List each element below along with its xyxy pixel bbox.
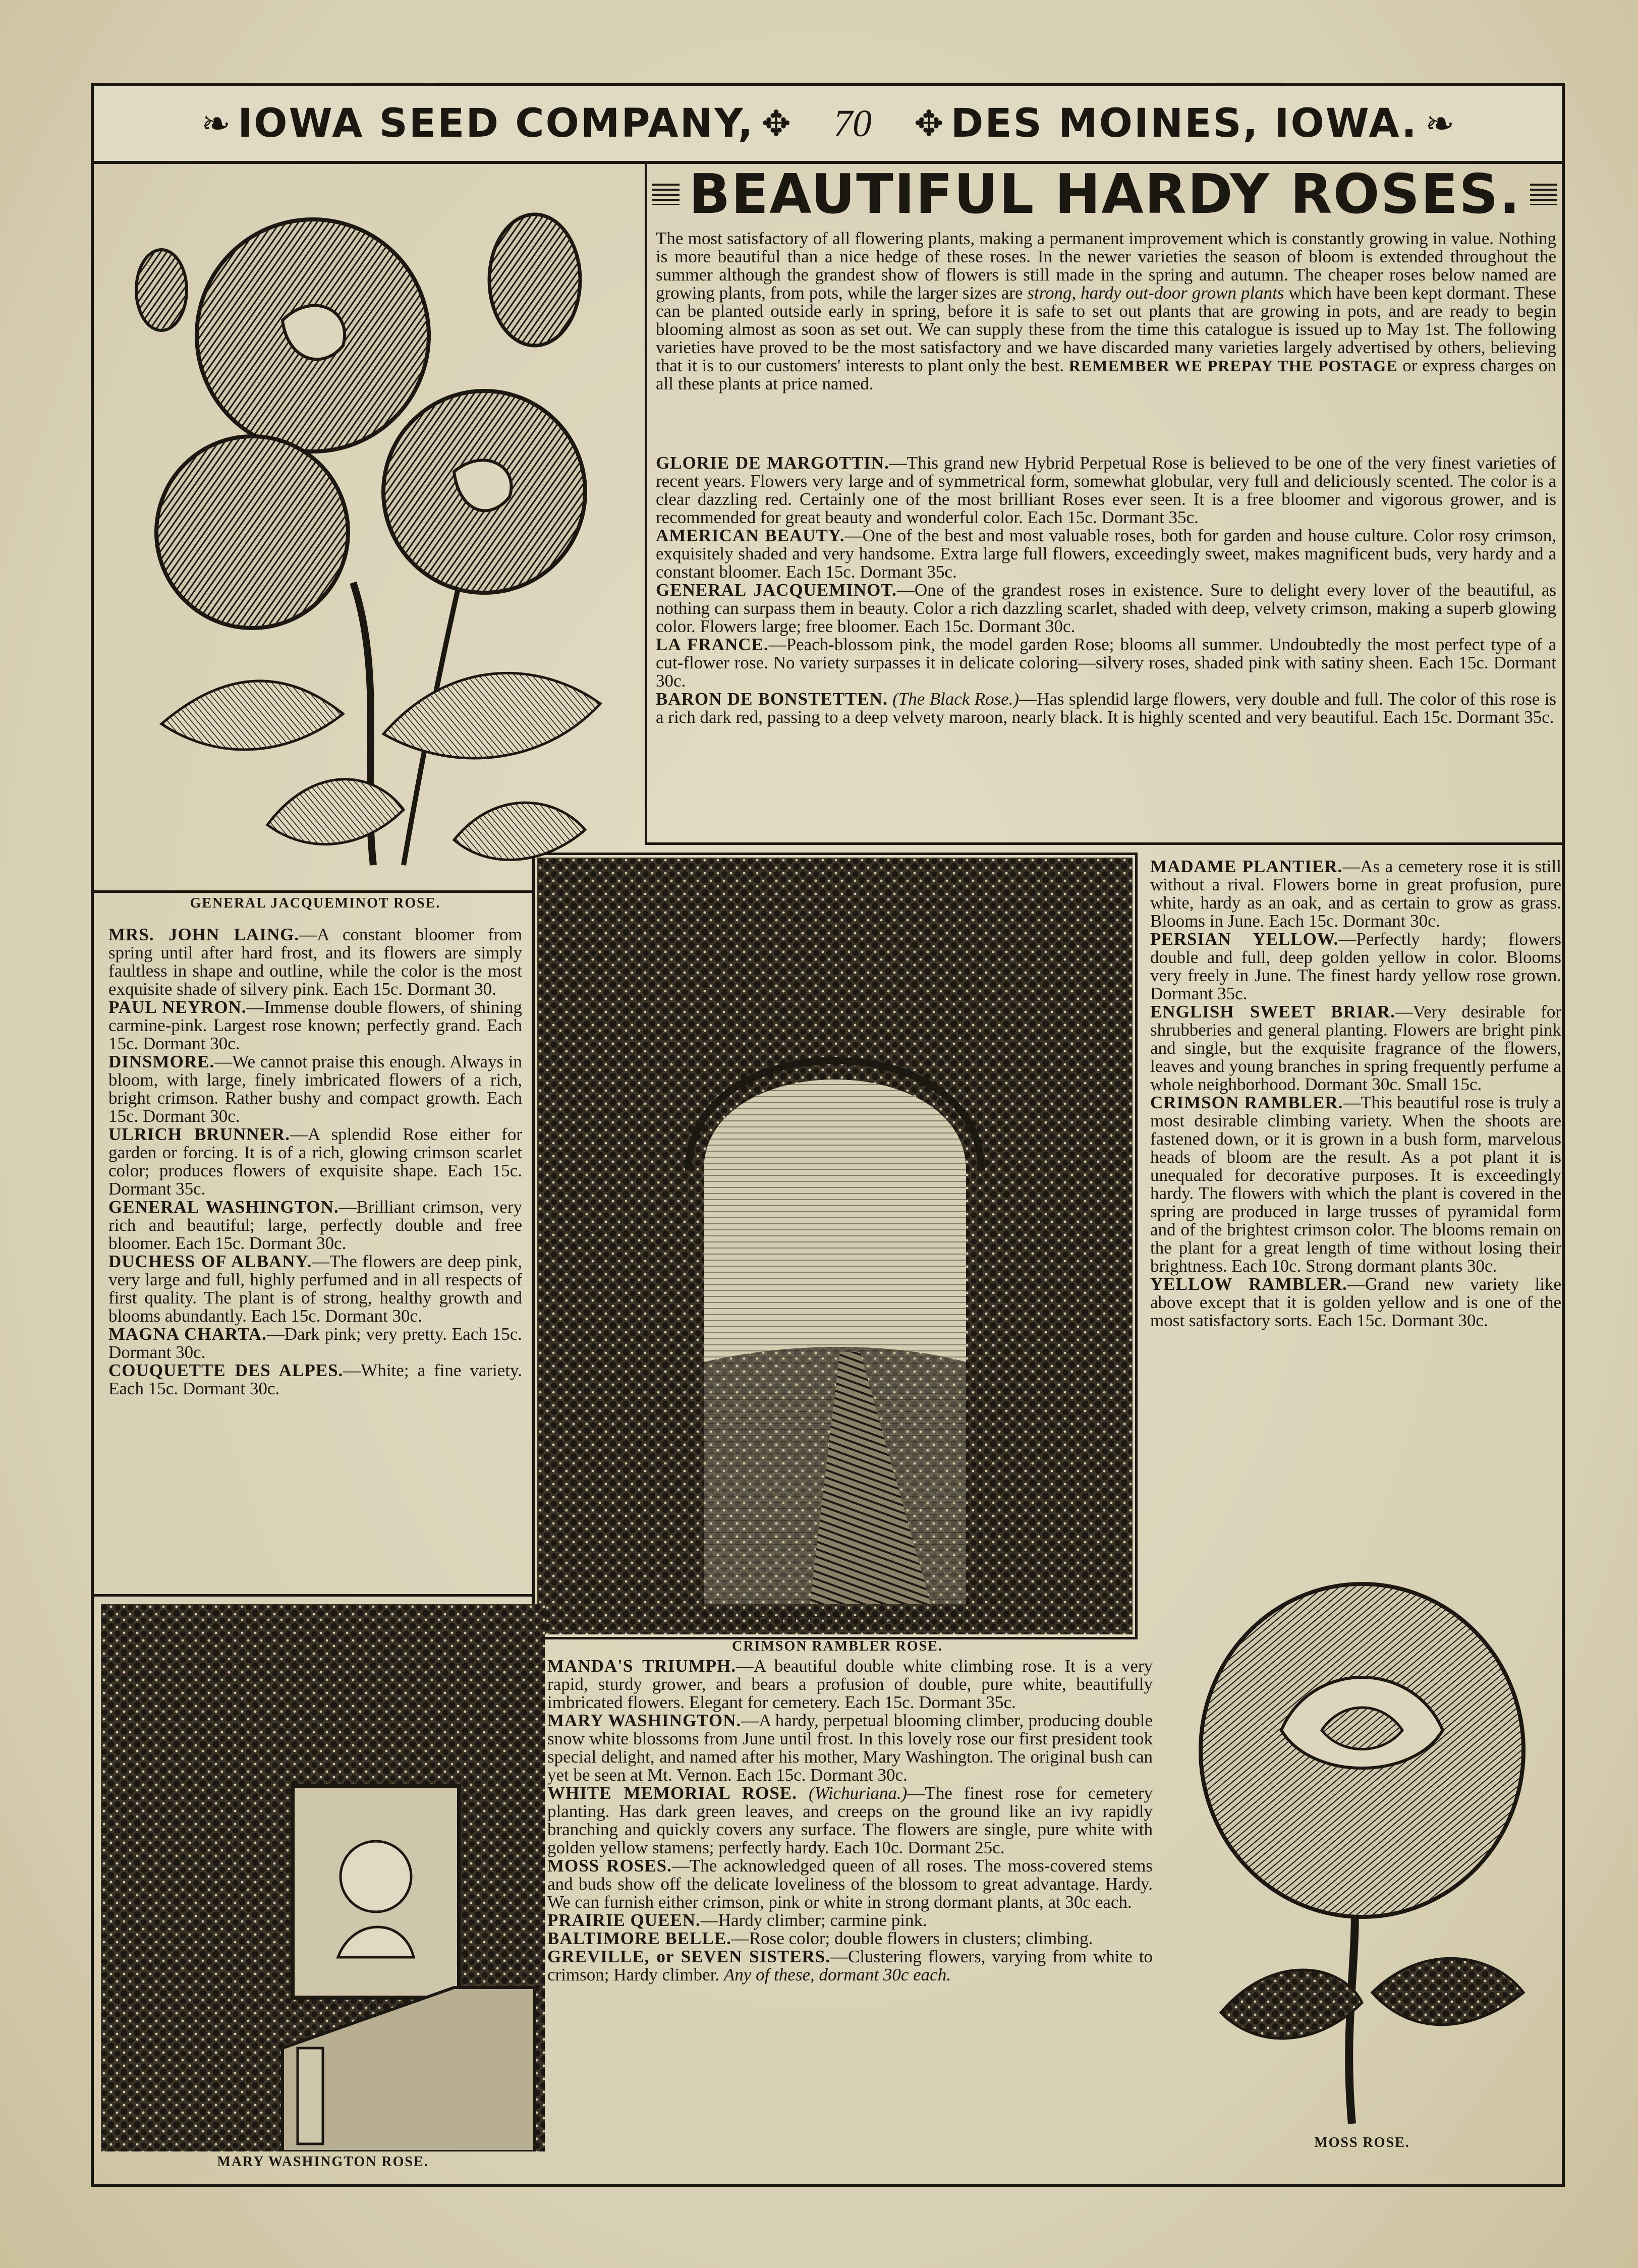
entry-general-washington: GENERAL WASHINGTON.—Brilliant crimson, very rich and beautiful; large, perfectly double and free bloomer. Each 15c. Dormant 30c. <box>108 1197 522 1253</box>
lower-entries <box>547 1657 1153 1984</box>
general-jacqueminot-rose-illustration <box>101 169 636 880</box>
entry-ulrich-brunner: ULRICH BRUNNER.—A splendid Rose either for garden or forcing. It is of a rich, glowing crimson scarlet color; produces flowers of exquisite shape. Each 15c. Dormant 35c. <box>108 1124 522 1199</box>
entry-dinsmore: DINSMORE.—We cannot praise this enough. Always in bloom, with large, finely imbricated flowers of a rich, bright crimson. Rather bushy and compact growth. Each 15c. Dormant 30c. <box>108 1052 522 1126</box>
entry-glorie-de-margottin: GLORIE DE MARGOTTIN.—This grand new Hybrid Perpetual Rose is believed to be one of the very finest varieties of recent years. Flowers very large and of symmetrical form, somewhat globular, very full and deliciously scented. The color is a clear dazzling red. Certainly one of the most brilliant Roses ever seen. It is a free bloomer and vigorous grower, and is recommended for great beauty and wonderful color. Each 15c. Dormant 35c. <box>656 453 1556 527</box>
entry-baltimore-belle: BALTIMORE BELLE.—Rose color; double flowers in clusters; climbing. <box>547 1929 1093 1948</box>
entry-mandas-triumph: MANDA'S TRIUMPH.—A beautiful double white climbing rose. It is a very rapid, sturdy grower, and bears a profusion of double, pure white, beautifully imbricated flowers. Elegant for cemetery. Each 15c. Dormant 35c. <box>547 1656 1153 1712</box>
moss-rose-caption: MOSS ROSE. <box>1314 2135 1410 2150</box>
scroll-ornament-icon: ✥ <box>761 104 791 144</box>
moss-rose-illustration <box>1160 1559 1559 2134</box>
entry-general-jacqueminot: GENERAL JACQUEMINOT.—One of the grandest roses in existence. Sure to delight every lover of the beautiful, as nothing can surpass them in beauty. Color a rich dazzling scarlet, shaded with deep, velvety crimson, making a superb glowing color. Flowers large; free bloomer. Each 15c. Dormant 30c. <box>656 580 1556 636</box>
entry-persian-yellow: PERSIAN YELLOW.—Perfectly hardy; flowers double and full, deep golden yellow in color. Blooms very freely in June. The finest hardy yellow rose grown. Dormant 35c. <box>1150 929 1561 1003</box>
entry-yellow-rambler: YELLOW RAMBLER.—Grand new variety like above except that it is golden yellow and is one of the most satisfactory sorts. Each 15c. Dormant 30c. <box>1150 1274 1561 1330</box>
entry-duchess-of-albany: DUCHESS OF ALBANY.—The flowers are deep pink, very large and full, highly perfumed and in all respects of first quality. The plant is of strong, healthy growth and blooms abundantly. Each 15c. Dormant 30c. <box>108 1252 523 1326</box>
crimson-rambler-arch-illustration <box>537 858 1133 1634</box>
fleuron-ornament-icon: ❧ <box>201 104 231 144</box>
company-city: DES MOINES, IOWA. <box>950 101 1418 146</box>
entry-greville: GREVILLE, or SEVEN SISTERS.—Clustering flowers, varying from white to crimson; Hardy climber. Any of these, dormant 30c each. <box>547 1947 1153 1984</box>
entry-mrs-john-laing: MRS. JOHN LAING.—A constant bloomer from spring until after hard frost, and its flowers are simply faultless in shape and outline, while the color is the most exquisite shade of silvery pink. Each 15c. Dormant 30. <box>108 925 523 999</box>
intro-italic: strong, hardy out-door grown plants <box>1027 283 1284 303</box>
right-entries <box>1150 858 1561 1330</box>
entry-mary-washington: MARY WASHINGTON.—A hardy, perpetual blooming climber, producing double snow white blossoms from June until frost. In this lovely rose our first president took special delight, and named after his mother, Mary Washington. The original bush can yet be seen at Mt. Vernon. Each 15c. Dormant 30c. <box>547 1711 1153 1785</box>
entry-white-memorial-rose: WHITE MEMORIAL ROSE. (Wichuriana.)—The finest rose for cemetery planting. Has dark green leaves, and creeps on the ground like an ivy rapidly branching and quickly covers any surface. The flowers are single, pure white with golden yellow stamens; perfectly hardy. Each 10c. Dormant 25c. <box>547 1783 1153 1857</box>
crimson-rambler-caption: CRIMSON RAMBLER ROSE. <box>732 1638 943 1654</box>
title-text: BEAUTIFUL HARDY ROSES. <box>689 162 1521 226</box>
entry-moss-roses: MOSS ROSES.—The acknowledged queen of all roses. The moss-covered stems and buds show off the delicate loveliness of the blossom to great advantage. Hardy. We can furnish either crimson, pink or white in strong dormant plants, at 30c each. <box>547 1856 1153 1912</box>
mary-washington-caption: MARY WASHINGTON ROSE. <box>217 2154 429 2170</box>
intro-text-2: which have been kept dormant. These can be planted outside early in spring, before it is safe to set out plants that are growing in pots, and are ready to begin blooming almost as soon as set out. We can supply these from the time this catalogue is issued up to May 1st. The following varieties have proved to be the most satisfactory and we have discarded many varieties largely advertised by others, believing that it is to our customers' interests to plant only the best. <box>656 283 1557 375</box>
page-header <box>91 83 1565 164</box>
scroll-ornament-icon: ✥ <box>914 104 944 144</box>
upper-entries <box>656 454 1556 726</box>
page-number: 70 <box>833 102 872 145</box>
intro-text: The most satisfactory of all flowering plants, making a permanent improvement which is constantly growing in value. Nothing is more beautiful than a nice hedge of these roses. In the newer varieties the season of bloom is extended throughout the summer although the grandest show of flowers is still made in the spring and autumn. The cheaper roses below named are growing plants, from pots, while the larger sizes are <box>656 229 1556 303</box>
company-name: IOWA SEED COMPANY, <box>238 101 755 146</box>
entry-paul-neyron: PAUL NEYRON.—Immense double flowers, of shining carmine-pink. Largest rose known; perfectly grand. Each 15c. Dormant 30c. <box>108 997 522 1053</box>
intro-paragraph <box>656 230 1556 393</box>
mary-washington-rose-illustration <box>101 1604 545 2151</box>
entry-madame-plantier: MADAME PLANTIER.—As a cemetery rose it is still without a rival. Flowers borne in great profusion, pure white, hardy as an oak, and as certain to grow as grass. Blooms in June. Each 15c. Dormant 30c. <box>1150 857 1561 931</box>
entry-english-sweet-briar: ENGLISH SWEET BRIAR.—Very desirable for shrubberies and general planting. Flowers are bright pink and single, but the exquisite fragrance of the flowers, leaves and young branches in spring frequently perfume a whole neighborhood. Dormant 30c. Small 15c. <box>1150 1002 1561 1094</box>
fleuron-ornament-icon: ❧ <box>1425 104 1455 144</box>
entry-la-france: LA FRANCE.—Peach-blossom pink, the model garden Rose; blooms all summer. Undoubtedly the most perfect type of a cut-flower rose. No variety surpasses it in delicate coloring—silvery roses, shaded pink with satiny sheen. Each 15c. Dormant 30c. <box>656 635 1556 691</box>
intro-remember: REMEMBER WE PREPAY THE POSTAGE <box>1068 357 1398 375</box>
entry-american-beauty: AMERICAN BEAUTY.—One of the best and most valuable roses, both for garden and house culture. Color rosy crimson, exquisitely shaded and very handsome. Extra large full flowers, exceedingly sweet, makes magnificent buds, very hardy and a constant bloomer. Each 15c. Dormant 35c. <box>656 526 1557 582</box>
entry-baron-de-bonstetten: BARON DE BONSTETTEN. (The Black Rose.)—Has splendid large flowers, very double and full. The color of this rose is a rich dark red, passing to a deep velvety maroon, nearly black. It is highly scented and very beautiful. Each 15c. Dormant 35c. <box>656 689 1556 727</box>
intro-text-3: or express charges on all these plants at price named. <box>656 356 1557 393</box>
general-jacqueminot-caption: GENERAL JACQUEMINOT ROSE. <box>190 895 441 911</box>
entry-couquette-des-alpes: COUQUETTE DES ALPES.—White; a fine variety. Each 15c. Dormant 30c. <box>108 1360 523 1398</box>
entry-prairie-queen: PRAIRIE QUEEN.—Hardy climber; carmine pink. <box>547 1910 927 1930</box>
entry-magna-charta: MAGNA CHARTA.—Dark pink; very pretty. Each 15c. Dormant 30c. <box>108 1324 523 1362</box>
copyright-caption: COPYRIGHTED 1895 BY A.BLANC <box>758 1614 927 1624</box>
entry-crimson-rambler: CRIMSON RAMBLER.—This beautiful rose is truly a most desirable climbing variety. When the shoots are fastened down, or it is grown in a bush form, marvelous heads of bloom are the result. As a pot plant it is unequaled for decorative purposes. It is exceedingly hardy. The flowers with which the plant is covered in the spring are produced in large trusses of pyramidal form and of the brightest crimson color. The blooms remain on the plant for a great length of time without losing their brightness. Each 10c. Strong dormant plants 30c. <box>1150 1093 1561 1276</box>
left-entries <box>108 926 522 1398</box>
